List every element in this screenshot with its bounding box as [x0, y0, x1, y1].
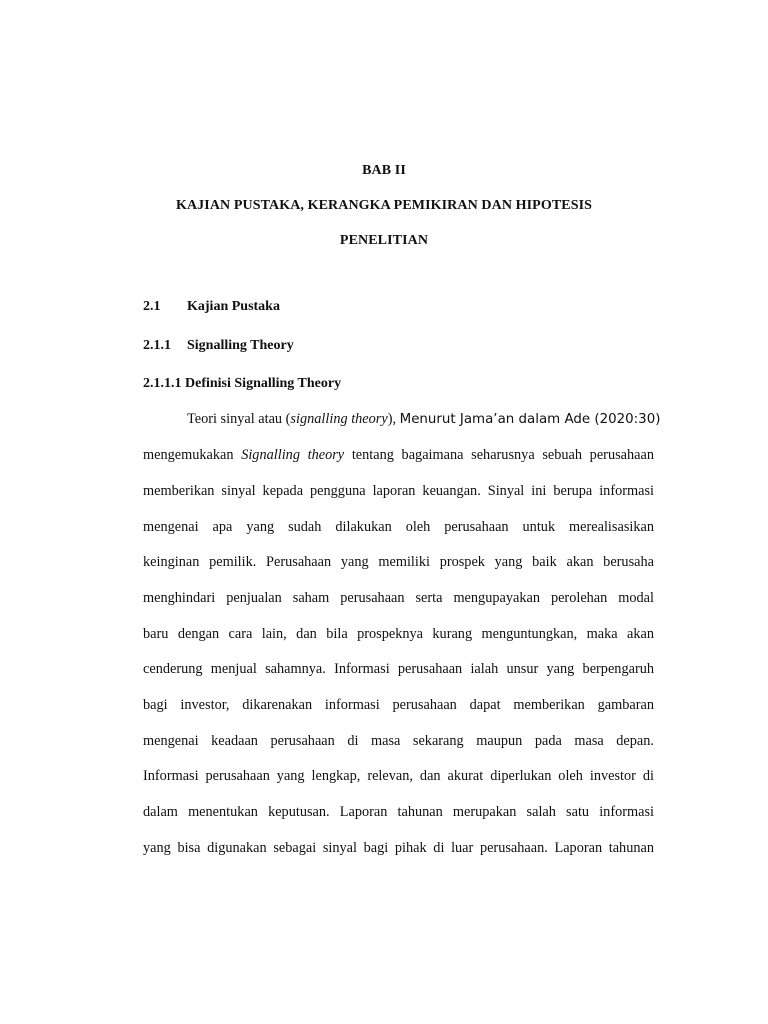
section-title: Signalling Theory	[187, 338, 294, 353]
paragraph-line-2	[143, 446, 654, 464]
paragraph-line: keinginan pemilik. Perusahaan yang memiliki prospek yang baik akan berusaha	[143, 554, 654, 570]
paragraph-line: dalam menentukan keputusan. Laporan tahunan merupakan salah satu informasi	[143, 804, 654, 820]
paragraph-line: cenderung menjual sahamnya. Informasi perusahaan ialah unsur yang berpengaruh	[143, 661, 654, 677]
section-title: Kajian Pustaka	[187, 299, 280, 314]
text-run: tentang bagaimana seharusnya sebuah perusahaan	[344, 447, 654, 463]
paragraph-line: mengenai keadaan perusahaan di masa sekarang maupun pada masa depan.	[143, 733, 654, 749]
paragraph-line: menghindari penjualan saham perusahaan serta mengupayakan perolehan modal	[143, 590, 654, 606]
chapter-title-line-2: PENELITIAN	[339, 233, 429, 248]
section-number: 2.1	[143, 299, 161, 314]
text-run: Teori sinyal atau (	[187, 411, 291, 427]
section-heading-2-1	[143, 299, 280, 315]
paragraph-line-1	[187, 410, 661, 429]
section-heading-2-1-1	[143, 338, 294, 354]
chapter-title-line-1: KAJIAN PUSTAKA, KERANGKA PEMIKIRAN DAN HIPOTESIS	[175, 198, 593, 213]
text-run: ),	[387, 411, 397, 427]
text-run: mengemukakan	[143, 447, 242, 463]
italic-term: Signalling theory	[241, 447, 345, 463]
paragraph-line: baru dengan cara lain, dan bila prospeknya kurang menguntungkan, maka akan	[143, 626, 654, 642]
paragraph-line: memberikan sinyal kepada pengguna laporan keuangan. Sinyal ini berupa informasi	[143, 483, 654, 499]
italic-term: signalling theory	[290, 411, 388, 427]
paragraph-line: Informasi perusahaan yang lengkap, relevan, dan akurat diperlukan oleh investor di	[143, 768, 654, 784]
section-number: 2.1.1.1	[143, 376, 182, 391]
chapter-label: BAB II	[362, 163, 406, 178]
section-title: Definisi Signalling Theory	[185, 376, 342, 391]
paragraph-line: mengenai apa yang sudah dilakukan oleh perusahaan untuk merealisasikan	[143, 519, 654, 535]
section-heading-2-1-1-1	[143, 376, 341, 392]
citation-text: Menurut Jama’an dalam Ade (2020:30)	[399, 412, 661, 427]
paragraph-line: bagi investor, dikarenakan informasi perusahaan dapat memberikan gambaran	[143, 697, 654, 713]
paragraph-line: yang bisa digunakan sebagai sinyal bagi pihak di luar perusahaan. Laporan tahunan	[143, 840, 654, 856]
section-number: 2.1.1	[143, 338, 171, 353]
